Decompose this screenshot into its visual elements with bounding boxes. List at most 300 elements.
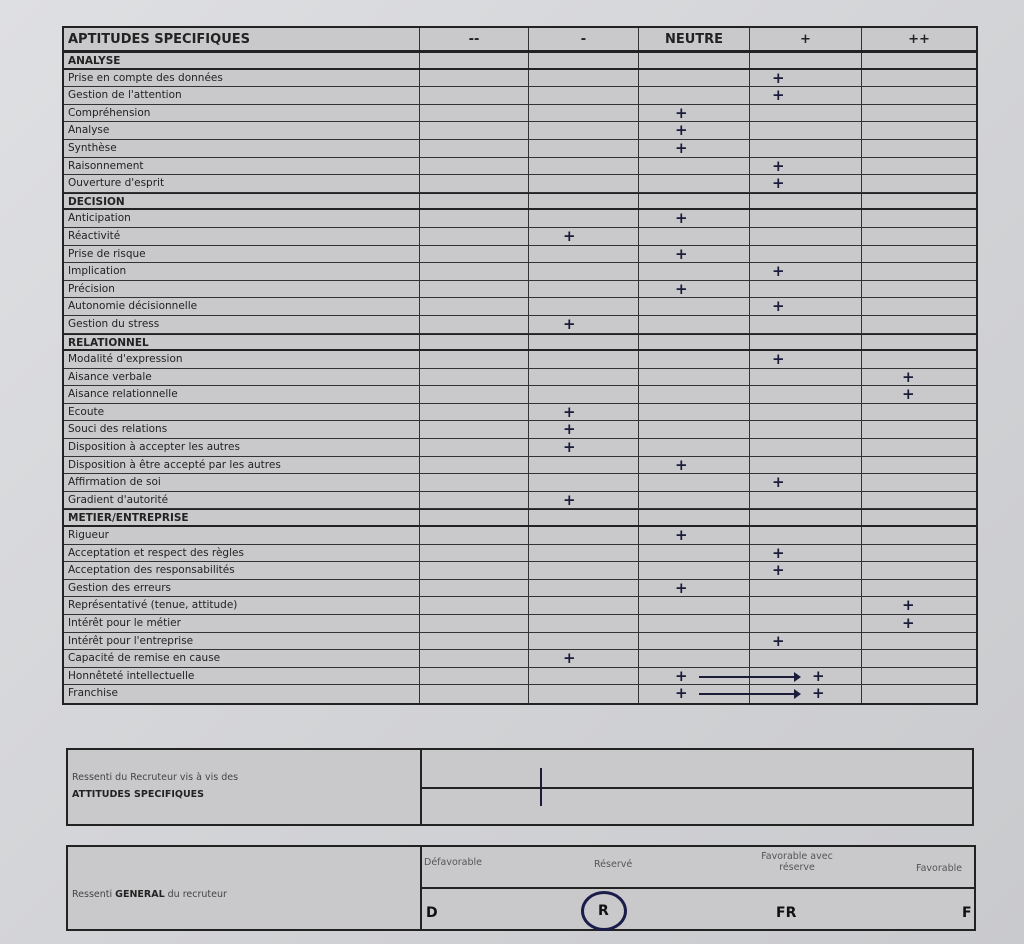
rating-cell[interactable]	[529, 545, 639, 562]
table-header	[64, 28, 976, 52]
rating-cell[interactable]	[862, 70, 976, 87]
rating-cell[interactable]	[529, 210, 639, 227]
table-row	[64, 474, 976, 492]
table-row	[64, 175, 976, 193]
section-cell	[750, 53, 862, 68]
rating-cell[interactable]	[750, 562, 862, 579]
rating-cell[interactable]	[529, 298, 639, 315]
rating-cell[interactable]	[862, 122, 976, 139]
rating-cell[interactable]	[420, 263, 529, 280]
rating-cell[interactable]	[750, 615, 862, 632]
section-title: ANALYSE	[64, 53, 420, 68]
rating-cell[interactable]	[639, 175, 750, 192]
rating-cell[interactable]	[862, 668, 976, 685]
rating-cell[interactable]	[420, 298, 529, 315]
rating-cell[interactable]	[529, 246, 639, 263]
option-code-f[interactable]: F	[962, 905, 972, 921]
rating-cell[interactable]	[420, 316, 529, 333]
rating-cell[interactable]	[529, 281, 639, 298]
table-row	[64, 210, 976, 228]
rating-cell[interactable]	[420, 70, 529, 87]
section-cell	[862, 53, 976, 68]
rating-cell[interactable]	[529, 474, 639, 491]
handwritten-mark: +	[675, 527, 688, 544]
rating-cell[interactable]	[529, 369, 639, 386]
rating-cell[interactable]	[862, 386, 976, 403]
rating-cell[interactable]	[420, 457, 529, 474]
table-row	[64, 545, 976, 563]
rating-cell[interactable]	[750, 210, 862, 227]
rating-cell[interactable]	[750, 70, 862, 87]
criterion-label: Implication	[64, 263, 420, 280]
rating-cell[interactable]	[862, 685, 976, 703]
table-row	[64, 580, 976, 598]
rating-cell[interactable]	[750, 668, 862, 685]
option-code-fr[interactable]: FR	[776, 905, 797, 921]
option-reserve-label: Réservé	[594, 859, 633, 870]
rating-cell[interactable]	[639, 650, 750, 667]
criterion-label: Autonomie décisionnelle	[64, 298, 420, 315]
handwritten-mark: +	[675, 684, 688, 703]
rating-cell[interactable]	[862, 562, 976, 579]
rating-cell[interactable]	[862, 527, 976, 544]
criterion-label: Analyse	[64, 122, 420, 139]
ressenti-general-suffix: du recruteur	[164, 889, 227, 900]
handwritten-mark: +	[563, 315, 576, 333]
rating-cell[interactable]	[639, 404, 750, 421]
criterion-label: Intérêt pour l'entreprise	[64, 633, 420, 650]
rating-cell[interactable]	[750, 597, 862, 614]
rating-cell[interactable]	[420, 105, 529, 122]
rating-cell[interactable]	[862, 404, 976, 421]
option-favorable-reserve-label: Favorable avec réserve	[761, 851, 833, 873]
criterion-label: Précision	[64, 281, 420, 298]
rating-cell[interactable]	[862, 457, 976, 474]
handwritten-mark: +	[812, 685, 825, 703]
rating-cell[interactable]	[750, 492, 862, 509]
rating-cell[interactable]	[862, 246, 976, 263]
rating-cell[interactable]	[529, 175, 639, 192]
table-row	[64, 246, 976, 264]
rating-cell[interactable]	[862, 87, 976, 104]
section-cell	[862, 510, 976, 525]
ressenti-general-prefix: Ressenti	[72, 889, 116, 900]
table-row	[64, 298, 976, 316]
rating-cell[interactable]	[750, 369, 862, 386]
table-row	[64, 105, 976, 123]
criterion-label: Gradient d'autorité	[64, 492, 420, 509]
rating-cell[interactable]	[750, 386, 862, 403]
rating-cell[interactable]	[639, 105, 750, 122]
rating-cell[interactable]	[750, 158, 862, 175]
rating-cell[interactable]	[862, 597, 976, 614]
handwritten-mark: +	[563, 421, 576, 439]
rating-cell[interactable]	[862, 421, 976, 438]
ressenti-general-label	[68, 847, 422, 929]
section-cell	[639, 53, 750, 68]
rating-cell[interactable]	[639, 386, 750, 403]
selected-circle-mark	[581, 891, 627, 931]
rating-cell[interactable]	[529, 351, 639, 368]
rating-cell[interactable]	[420, 615, 529, 632]
rating-cell[interactable]	[750, 228, 862, 245]
rating-cell[interactable]	[862, 105, 976, 122]
table-row	[64, 386, 976, 404]
rating-cell[interactable]	[862, 140, 976, 157]
rating-cell[interactable]	[420, 527, 529, 544]
criterion-label: Ecoute	[64, 404, 420, 421]
scale-col-positive: +	[750, 28, 862, 50]
rating-cell[interactable]	[420, 421, 529, 438]
rating-cell[interactable]	[639, 210, 750, 227]
rating-cell[interactable]	[529, 105, 639, 122]
criterion-label: Gestion de l'attention	[64, 87, 420, 104]
rating-cell[interactable]	[420, 87, 529, 104]
rating-cell[interactable]	[862, 439, 976, 456]
rating-cell[interactable]	[420, 580, 529, 597]
rating-cell[interactable]	[862, 615, 976, 632]
option-favorable-label: Favorable	[916, 863, 963, 874]
criterion-label: Gestion du stress	[64, 316, 420, 333]
handwritten-mark: +	[675, 104, 688, 122]
criterion-label: Raisonnement	[64, 158, 420, 175]
section-row	[64, 193, 976, 211]
rating-cell[interactable]	[420, 140, 529, 157]
handwritten-mark: +	[772, 263, 785, 280]
criterion-label: Synthèse	[64, 140, 420, 157]
section-cell	[420, 335, 529, 350]
rating-cell[interactable]	[639, 351, 750, 368]
rating-cell[interactable]	[639, 668, 750, 685]
handwritten-mark: +	[902, 597, 915, 614]
rating-cell[interactable]	[862, 351, 976, 368]
criterion-label: Compréhension	[64, 105, 420, 122]
handwritten-mark: +	[675, 280, 688, 298]
rating-cell[interactable]	[420, 158, 529, 175]
rating-cell[interactable]	[420, 633, 529, 650]
ressenti-general-divider	[422, 887, 974, 889]
rating-cell[interactable]	[750, 685, 862, 703]
handwritten-mark: +	[675, 245, 688, 263]
rating-cell[interactable]	[750, 351, 862, 368]
rating-cell[interactable]	[529, 70, 639, 87]
rating-cell[interactable]	[862, 281, 976, 298]
rating-cell[interactable]	[420, 246, 529, 263]
criterion-label: Réactivité	[64, 228, 420, 245]
criterion-label: Honnêteté intellectuelle	[64, 668, 420, 685]
rating-cell[interactable]	[529, 650, 639, 667]
rating-cell[interactable]	[420, 281, 529, 298]
handwritten-tick-mark	[540, 768, 542, 806]
rating-cell[interactable]	[862, 263, 976, 280]
rating-cell[interactable]	[750, 633, 862, 650]
rating-cell[interactable]	[862, 175, 976, 192]
rating-cell[interactable]	[529, 140, 639, 157]
section-title: RELATIONNEL	[64, 335, 420, 350]
rating-cell[interactable]	[750, 87, 862, 104]
rating-cell[interactable]	[750, 580, 862, 597]
ressenti-general-bold: GENERAL	[115, 889, 165, 900]
section-cell	[750, 335, 862, 350]
handwritten-mark: +	[902, 615, 915, 632]
rating-cell[interactable]	[420, 175, 529, 192]
rating-cell[interactable]	[529, 562, 639, 579]
criterion-label: Gestion des erreurs	[64, 580, 420, 597]
rating-cell[interactable]	[862, 228, 976, 245]
table-row	[64, 615, 976, 633]
rating-cell[interactable]	[862, 369, 976, 386]
rating-cell[interactable]	[639, 597, 750, 614]
rating-cell[interactable]	[529, 457, 639, 474]
rating-cell[interactable]	[420, 668, 529, 685]
rating-cell[interactable]	[639, 140, 750, 157]
ressenti-attitudes-divider	[422, 787, 972, 789]
rating-cell[interactable]	[639, 122, 750, 139]
criterion-label: Prise de risque	[64, 246, 420, 263]
rating-cell[interactable]	[420, 228, 529, 245]
rating-cell[interactable]	[862, 545, 976, 562]
ressenti-attitudes-line2: ATTITUDES SPECIFIQUES	[72, 789, 204, 800]
rating-cell[interactable]	[639, 281, 750, 298]
section-cell	[420, 510, 529, 525]
rating-cell[interactable]	[639, 545, 750, 562]
rating-cell[interactable]	[529, 597, 639, 614]
aptitudes-table	[62, 26, 978, 705]
rating-cell[interactable]	[639, 158, 750, 175]
rating-cell[interactable]	[750, 439, 862, 456]
rating-cell[interactable]	[639, 246, 750, 263]
table-row	[64, 351, 976, 369]
table-row	[64, 492, 976, 510]
section-cell	[529, 53, 639, 68]
table-row	[64, 650, 976, 668]
rating-cell[interactable]	[420, 122, 529, 139]
rating-cell[interactable]	[420, 492, 529, 509]
rating-cell[interactable]	[420, 562, 529, 579]
rating-cell[interactable]	[420, 545, 529, 562]
section-cell	[420, 53, 529, 68]
rating-cell[interactable]	[750, 650, 862, 667]
criterion-label: Franchise	[64, 685, 420, 703]
rating-cell[interactable]	[750, 545, 862, 562]
rating-cell[interactable]	[639, 87, 750, 104]
table-row	[64, 122, 976, 140]
rating-cell[interactable]	[750, 122, 862, 139]
criterion-label: Acceptation et respect des règles	[64, 545, 420, 562]
section-cell	[639, 335, 750, 350]
rating-cell[interactable]	[529, 527, 639, 544]
rating-cell[interactable]	[420, 685, 529, 703]
criterion-label: Intérêt pour le métier	[64, 615, 420, 632]
rating-cell[interactable]	[420, 351, 529, 368]
rating-cell[interactable]	[750, 263, 862, 280]
handwritten-mark: +	[902, 368, 915, 386]
table-row	[64, 263, 976, 281]
section-cell	[862, 194, 976, 209]
rating-cell[interactable]	[420, 474, 529, 491]
rating-cell[interactable]	[639, 439, 750, 456]
handwritten-mark: +	[772, 351, 785, 368]
rating-cell[interactable]	[639, 580, 750, 597]
table-row	[64, 404, 976, 422]
table-row	[64, 439, 976, 457]
rating-cell[interactable]	[862, 580, 976, 597]
table-row	[64, 70, 976, 88]
criterion-label: Ouverture d'esprit	[64, 175, 420, 192]
section-cell	[750, 510, 862, 525]
rating-cell[interactable]	[529, 404, 639, 421]
section-cell	[862, 335, 976, 350]
criterion-label: Anticipation	[64, 210, 420, 227]
table-row	[64, 281, 976, 299]
rating-cell[interactable]	[750, 316, 862, 333]
rating-cell[interactable]	[529, 421, 639, 438]
rating-cell[interactable]	[529, 386, 639, 403]
rating-cell[interactable]	[529, 316, 639, 333]
rating-cell[interactable]	[639, 263, 750, 280]
rating-cell[interactable]	[750, 281, 862, 298]
rating-cell[interactable]	[862, 210, 976, 227]
criterion-label: Disposition à être accepté par les autres	[64, 457, 420, 474]
rating-cell[interactable]	[529, 615, 639, 632]
rating-cell[interactable]	[862, 298, 976, 315]
section-row	[64, 52, 976, 70]
rating-cell[interactable]	[639, 70, 750, 87]
table-row	[64, 562, 976, 580]
table-row	[64, 597, 976, 615]
criterion-label: Rigueur	[64, 527, 420, 544]
table-row	[64, 158, 976, 176]
rating-cell[interactable]	[639, 492, 750, 509]
rating-cell[interactable]	[639, 369, 750, 386]
criterion-label: Disposition à accepter les autres	[64, 439, 420, 456]
table-row	[64, 87, 976, 105]
rating-cell[interactable]	[529, 685, 639, 703]
rating-cell[interactable]	[420, 386, 529, 403]
table-title: APTITUDES SPECIFIQUES	[64, 28, 420, 50]
rating-cell[interactable]	[750, 527, 862, 544]
rating-cell[interactable]	[750, 404, 862, 421]
rating-cell[interactable]	[639, 633, 750, 650]
option-code-d[interactable]: D	[426, 905, 438, 921]
rating-cell[interactable]	[750, 140, 862, 157]
rating-cell[interactable]	[420, 210, 529, 227]
criterion-label: Souci des relations	[64, 421, 420, 438]
table-row	[64, 633, 976, 651]
rating-cell[interactable]	[529, 87, 639, 104]
rating-cell[interactable]	[529, 580, 639, 597]
rating-cell[interactable]	[529, 492, 639, 509]
rating-cell[interactable]	[862, 316, 976, 333]
rating-cell[interactable]	[639, 685, 750, 703]
ressenti-attitudes-box	[66, 748, 974, 826]
rating-cell[interactable]	[750, 457, 862, 474]
section-row	[64, 509, 976, 527]
section-title: DECISION	[64, 194, 420, 209]
rating-cell[interactable]	[529, 633, 639, 650]
rating-cell[interactable]	[862, 633, 976, 650]
handwritten-mark: +	[563, 491, 576, 509]
criterion-label: Capacité de remise en cause	[64, 650, 420, 667]
rating-cell[interactable]	[529, 439, 639, 456]
rating-cell[interactable]	[639, 562, 750, 579]
rating-cell[interactable]	[420, 369, 529, 386]
table-row	[64, 527, 976, 545]
rating-cell[interactable]	[639, 615, 750, 632]
section-cell	[529, 194, 639, 209]
criterion-label: Représentativé (tenue, attitude)	[64, 597, 420, 614]
rating-cell[interactable]	[639, 298, 750, 315]
rating-cell[interactable]	[420, 597, 529, 614]
criterion-label: Acceptation des responsabilités	[64, 562, 420, 579]
table-row	[64, 421, 976, 439]
rating-cell[interactable]	[420, 439, 529, 456]
rating-cell[interactable]	[862, 474, 976, 491]
rating-cell[interactable]	[529, 228, 639, 245]
rating-cell[interactable]	[750, 474, 862, 491]
handwritten-mark: +	[902, 386, 915, 403]
handwritten-mark: +	[563, 227, 576, 245]
handwritten-mark: +	[675, 210, 688, 227]
rating-cell[interactable]	[750, 175, 862, 192]
criterion-label: Modalité d'expression	[64, 351, 420, 368]
rating-cell[interactable]	[639, 474, 750, 491]
rating-cell[interactable]	[529, 668, 639, 685]
rating-cell[interactable]	[750, 421, 862, 438]
handwritten-mark: +	[675, 456, 688, 474]
handwritten-mark: +	[772, 474, 785, 491]
table-row	[64, 685, 976, 703]
handwritten-mark: +	[563, 439, 576, 456]
rating-cell[interactable]	[750, 105, 862, 122]
rating-cell[interactable]	[750, 298, 862, 315]
rating-cell[interactable]	[862, 158, 976, 175]
rating-cell[interactable]	[862, 650, 976, 667]
rating-cell[interactable]	[639, 228, 750, 245]
rating-cell[interactable]	[529, 122, 639, 139]
table-row	[64, 140, 976, 158]
section-cell	[420, 194, 529, 209]
scale-col-neutral: NEUTRE	[639, 28, 750, 50]
rating-cell[interactable]	[639, 527, 750, 544]
section-cell	[529, 510, 639, 525]
option-code-r[interactable]: R	[598, 903, 609, 919]
rating-cell[interactable]	[529, 158, 639, 175]
section-row	[64, 334, 976, 352]
table-row	[64, 316, 976, 334]
rating-cell[interactable]	[420, 650, 529, 667]
option-defavorable-label: Défavorable	[424, 857, 483, 868]
scale-col-very-negative: --	[420, 28, 529, 50]
rating-cell[interactable]	[639, 457, 750, 474]
handwritten-mark: +	[772, 175, 785, 192]
rating-cell[interactable]	[639, 316, 750, 333]
criterion-label: Affirmation de soi	[64, 474, 420, 491]
criterion-label: Prise en compte des données	[64, 70, 420, 87]
handwritten-mark: +	[675, 122, 688, 139]
rating-cell[interactable]	[862, 492, 976, 509]
ressenti-general-box	[66, 845, 976, 931]
rating-cell[interactable]	[529, 263, 639, 280]
table-row	[64, 457, 976, 475]
handwritten-mark: +	[675, 666, 688, 685]
scale-col-very-positive: ++	[908, 32, 930, 47]
handwritten-mark: +	[675, 579, 688, 597]
section-cell	[639, 510, 750, 525]
rating-cell[interactable]	[750, 246, 862, 263]
rating-cell[interactable]	[639, 421, 750, 438]
rating-cell[interactable]	[420, 404, 529, 421]
